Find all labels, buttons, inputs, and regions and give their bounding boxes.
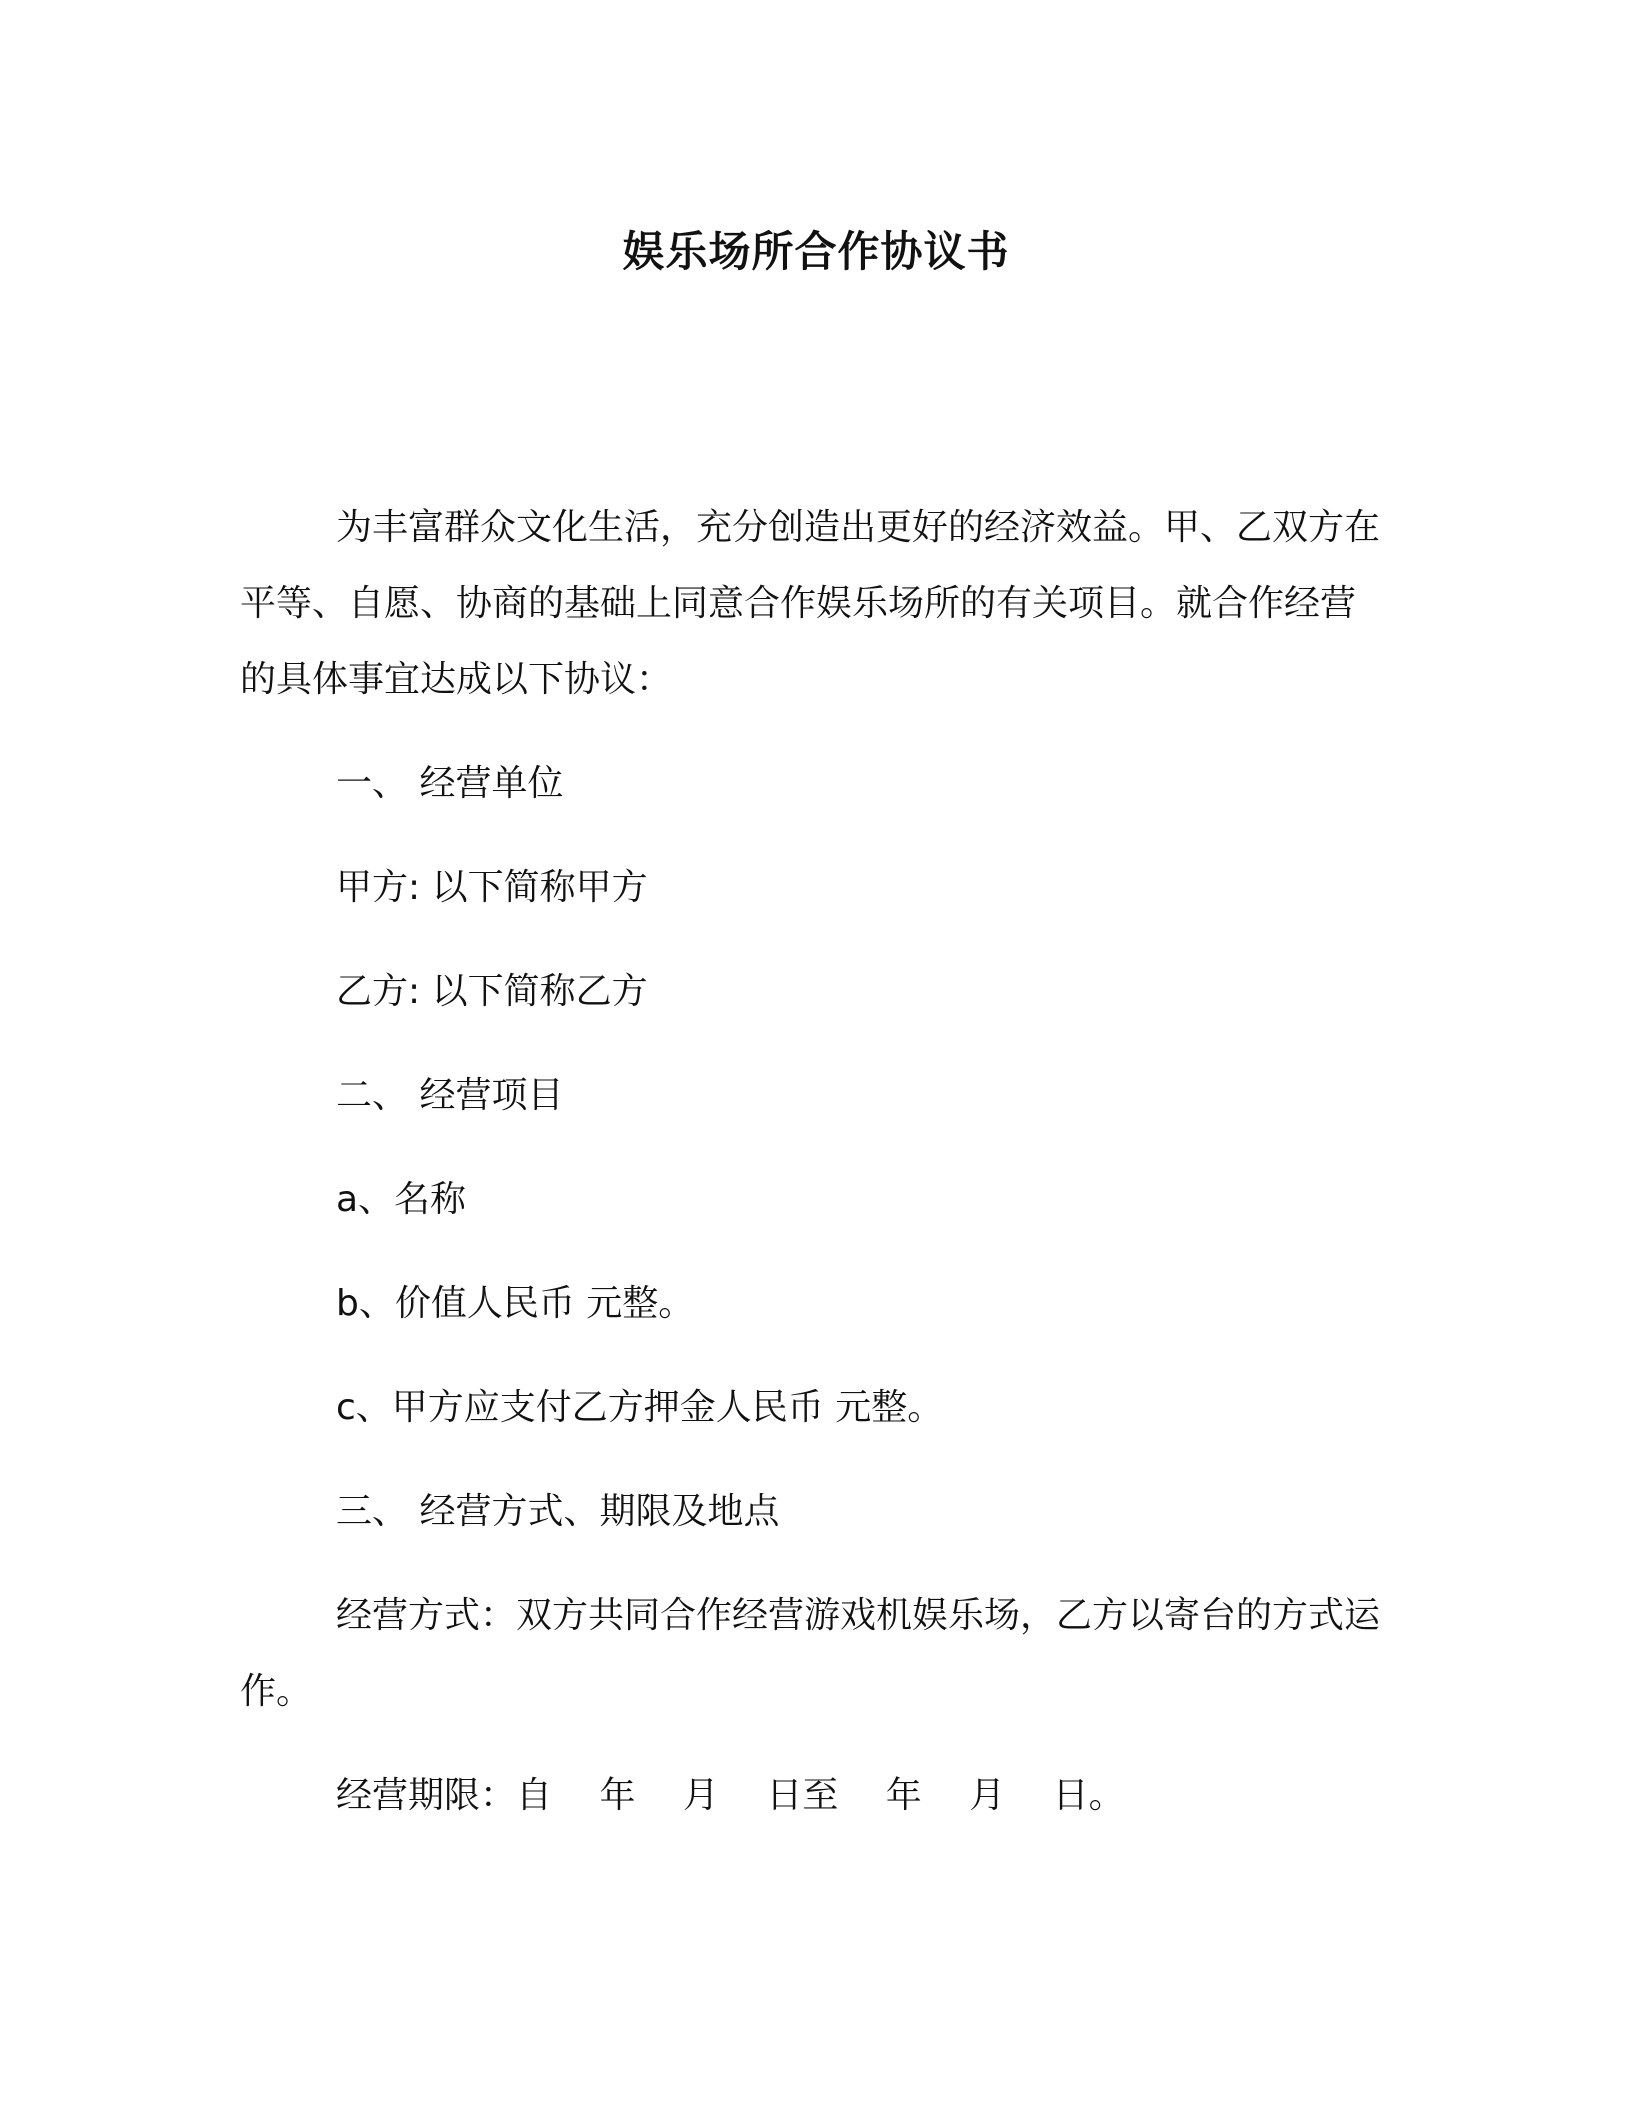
item-c-line: c、甲方应支付乙方押金人民币 元整。 <box>336 1387 944 1428</box>
item-b-line: b、价值人民币 元整。 <box>336 1283 695 1324</box>
section-2-heading: 二、 经营项目 <box>336 1075 564 1116</box>
party-a-line: 甲方: 以下简称甲方 <box>336 867 648 908</box>
method-paragraph: 经营方式：双方共同合作经营游戏机娱乐场，乙方以寄台的方式运作。 <box>240 1595 1381 1712</box>
party-b-line: 乙方: 以下简称乙方 <box>336 971 648 1012</box>
item-a-line: a、名称 <box>336 1179 467 1220</box>
term-line: 经营期限：自 年 月 日至 年 月 日。 <box>336 1775 1125 1816</box>
intro-paragraph: 为丰富群众文化生活，充分创造出更好的经济效益。甲、乙双方在平等、自愿、协商的基础上同意合作娱乐场所的有关项目。就合作经营的具体事宜达成以下协议： <box>240 507 1381 700</box>
section-3-heading: 三、 经营方式、期限及地点 <box>336 1491 780 1532</box>
section-1-heading: 一、 经营单位 <box>336 763 564 804</box>
document-body <box>240 490 1390 1834</box>
document-title: 娱乐场所合作协议书 <box>622 227 1010 276</box>
